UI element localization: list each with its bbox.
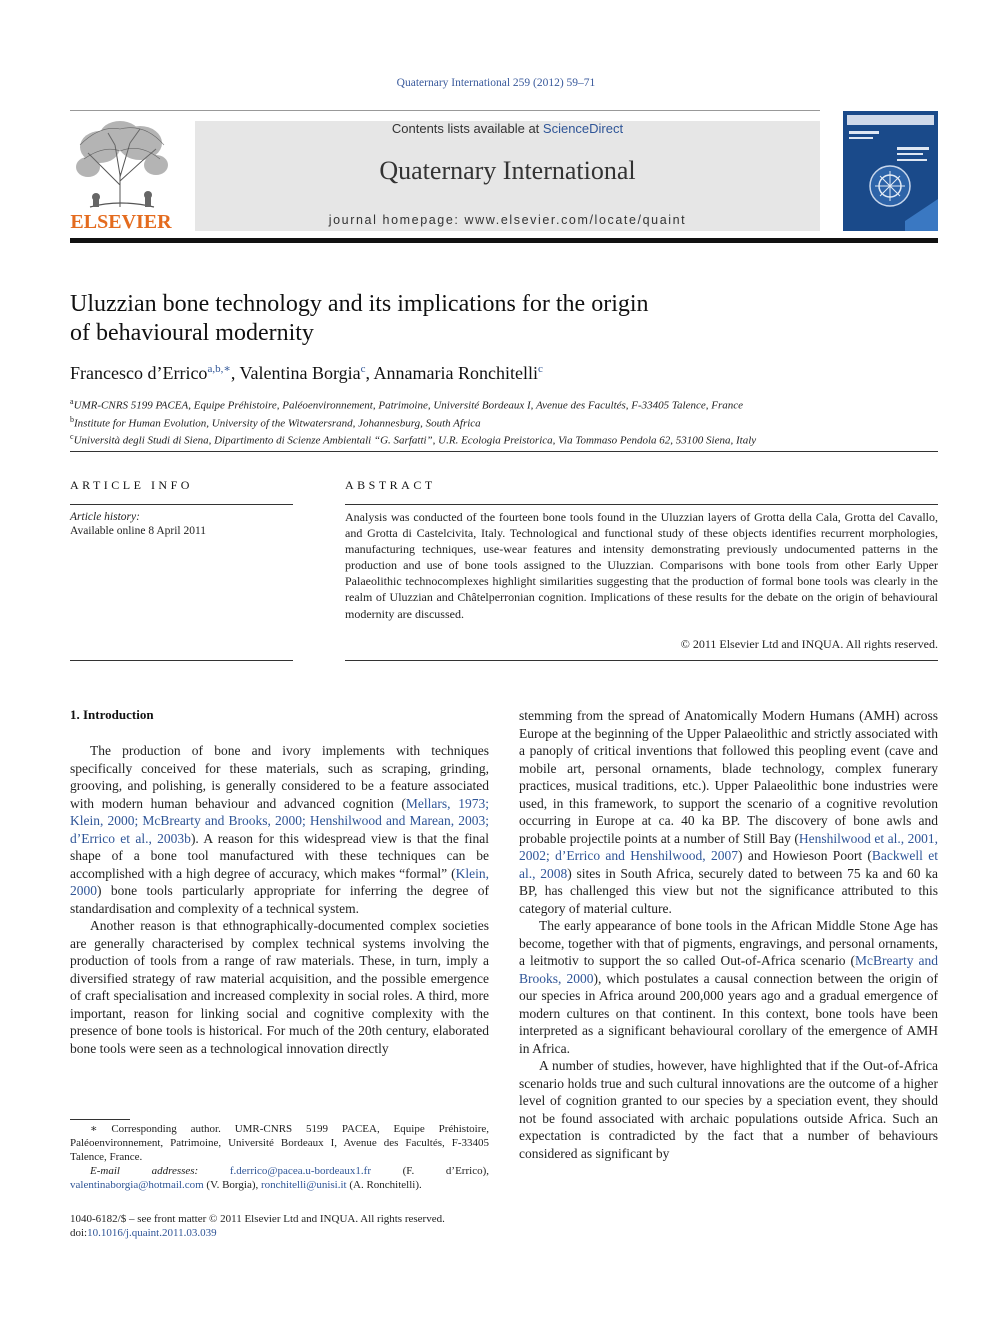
elsevier-wordmark: ELSEVIER (70, 211, 172, 233)
email-link[interactable]: ronchitelli@unisi.it (261, 1179, 347, 1191)
author-list: Francesco d’Errico$^{a,b,∗}$, Valentina Borgia$^c$, Annamaria Ronchitelli$^c$ (70, 363, 543, 383)
footnote-rule (70, 1119, 130, 1120)
paragraph: The early appearance of bone tools in the African Middle Stone Age has become, together with that of pigments, engravings, and personal ornaments, a leitmotiv to support the so called Out-of-Africa scenario (McBrearty and Brooks, 2000), which postulates a causal connection between the origin of our species in Africa around 200,000 years ago and a gradual emergence of modern cultures on that continent. In this context, bone tools have been interpreted as a significant behavioural corollary of the emergence of AMH in Africa. (519, 918, 938, 1056)
author-affil-mark[interactable]: c (360, 363, 366, 375)
citation-link[interactable]: Klein, 2000 (70, 865, 489, 898)
citation-link[interactable]: Backwell et al., 2008 (519, 848, 938, 881)
body-column-right (519, 707, 938, 1162)
abstract-heading: ABSTRACT (345, 478, 436, 492)
article-history: Article history: Available online 8 April 2011 (70, 511, 207, 537)
paragraph: Another reason is that ethnographically-documented complex societies are generally characterised by complex technical systems involving the production of tools from a range of raw materials. These, in turn, imply a diversified strategy of raw material acquisition, and the possible emergence of craft specialisation and increased complexity in social roles. A third, more important, reason for linking social and cognitive complexity with the presence of bone tools is historical. For much of the 20th century, elaborated bone tools were seen as a technological innovation directly (70, 918, 489, 1056)
abstract-rule (345, 504, 938, 505)
section-heading-introduction: 1. Introduction (70, 707, 154, 722)
body-column-left (70, 742, 489, 1057)
footnotes (70, 1122, 489, 1192)
affiliation: $^b$Institute for Human Evolution, University of the Witwatersrand, Johannesburg, South Africa (70, 414, 481, 430)
header-thick-rule (70, 238, 938, 243)
corresponding-author-note: ∗ Corresponding author. UMR-CNRS 5199 PACEA, Equipe Préhistoire, Paléoenvironnement, Patrimoine, Université Bordeaux I, Avenue des Facultés, F-33405 Talence, France. (70, 1123, 489, 1163)
article-title: Uluzzian bone technology and its implications for the origin of behavioural modernity (70, 291, 649, 346)
abstract-bottom-rule (345, 660, 938, 661)
email-link[interactable]: f.derrico@pacea.u-bordeaux1.fr (229, 1165, 371, 1177)
author-name[interactable]: Valentina Borgia (239, 363, 361, 383)
citation-link[interactable]: McBrearty and Brooks, 2000 (519, 953, 938, 986)
info-bottom-rule (70, 660, 293, 661)
abstract-text: Analysis was conducted of the fourteen bone tools found in the Uluzzian layers of Grotta della Cala, Grotta del Cavallo, and Grotta di Castelcivita, Italy. Technological and functional study of these objects identifies recurrent morphologies, manufacturing techniques, use-wear features and intensity demonstrating previously undocumented patterns in the production and use of bone tools assigned to the Uluzzian. Comparisons with bone tools from other Early Upper Palaeolithic technocomplexes highlight similarities suggesting that the production of formal bone tools was clearly in the realm of Uluzzian and Châtelperronian cognition. Implications of these results for the debate on the origin of behavioural modernity are discussed. (345, 510, 938, 621)
contents-line: Contents lists available at ScienceDirect (391, 121, 624, 136)
email-addresses: E-mail addresses: f.derrico@pacea.u-bordeaux1.fr (F. d’Errico), valentinaborgia@hotmail.com (V. Borgia), ronchitelli@unisi.it (A. Ronchitelli). (70, 1165, 489, 1191)
paragraph: A number of studies, however, have highlighted that if the Out-of-Africa scenario holds true and such cultural innovations are the outcome of a higher level of cognition granted to our species by a speciation event, they should not be found associated with archaic populations outside Africa. Such an expectation is contradicted by the fact that a number of behaviours considered as significant by (519, 1058, 938, 1161)
paragraph: stemming from the spread of Anatomically Modern Humans (AMH) across Europe at the beginning of the Upper Palaeolithic and strictly associated with a panoply of critical inventions that followed this peopling event (cave and mobile art, personal ornaments, blade technology, complex funerary practices, musical traditions, etc.). Upper Palaeolithic bone industries were used, in this framework, to support the scenario of a cognitive revolution occurring in Europe at ca. 40 ka BP. The discovery of bone awls and probable projectile points at a number of Still Bay (Henshilwood et al., 2001, 2002; d’Errico and Henshilwood, 2007) and Howieson Poort (Backwell et al., 2008) sites in South Africa, securely dated to between 75 ka and 60 ka BP, has challenged this view but not the significance attributed to this category of material culture. (519, 708, 939, 916)
info-rule (70, 504, 293, 505)
journal-homepage[interactable]: journal homepage: www.elsevier.com/locate/quaint (328, 213, 687, 227)
article-info-heading: ARTICLE INFO (70, 478, 193, 492)
publication-info (70, 1212, 510, 1240)
paragraph: The production of bone and ivory implements with techniques specifically conceived for these materials, such as scraping, grinding, grooving, and polishing, is generally considered to be a feature associated with modern human behaviour and advanced cognition (Mellars, 1973; Klein, 2000; McBrearty and Brooks, 2000; Henshilwood and Marean, 2003; d’Errico et al., 2003b). A reason for this widespread view is that the final shape of a bone tool manufactured with these techniques can be accomplished with a high degree of accuracy, which makes “formal” (Klein, 2000) bone tools particularly appropriate for inferring the degree of standardisation and complexity of a technical system. (70, 743, 489, 916)
journal-reference[interactable]: Quaternary International 259 (2012) 59–71 (396, 77, 596, 89)
citation-link[interactable]: Henshilwood et al., 2001, 2002; d’Errico and Henshilwood, 2007 (519, 830, 939, 863)
affiliation: $^c$Università degli Studi di Siena, Dipartimento di Scienze Ambientali “G. Sarfatti”, U.R. Ecologia Preistorica, Via Tommaso Pendola 62, 53100 Siena, Italy (70, 432, 757, 447)
email-link[interactable]: valentinaborgia@hotmail.com (70, 1179, 204, 1191)
sciencedirect-link[interactable]: ScienceDirect (542, 121, 624, 136)
citation-link[interactable]: Mellars, 1973; Klein, 2000; McBrearty and Brooks, 2000; Henshilwood and Marean, 2003; d’Errico et al., 2003b (70, 795, 489, 846)
doi-link[interactable]: 10.1016/j.quaint.2011.03.039 (87, 1227, 217, 1239)
issn-line: 1040-6182/$ – see front matter © 2011 Elsevier Ltd and INQUA. All rights reserved. (70, 1213, 445, 1225)
affiliations (70, 395, 938, 448)
author-affil-mark[interactable]: a,b,∗ (207, 363, 231, 375)
doi-line: doi:10.1016/j.quaint.2011.03.039 (70, 1227, 217, 1239)
author-affil-mark[interactable]: c (538, 363, 543, 375)
section-rule (70, 451, 938, 452)
header-rule (70, 110, 820, 111)
author-name[interactable]: Francesco d’Errico (70, 363, 208, 383)
journal-cover-thumbnail (843, 111, 938, 231)
author-name[interactable]: Annamaria Ronchitelli (373, 363, 538, 383)
journal-title: Quaternary International (379, 156, 636, 185)
copyright-line: © 2011 Elsevier Ltd and INQUA. All rights reserved. (680, 637, 938, 651)
affiliation: $^a$UMR-CNRS 5199 PACEA, Equipe Préhistoire, Paléoenvironnement, Patrimoine, Université Bordeaux I, Avenue des Facultés, F-33405 Talence, France (70, 397, 743, 412)
